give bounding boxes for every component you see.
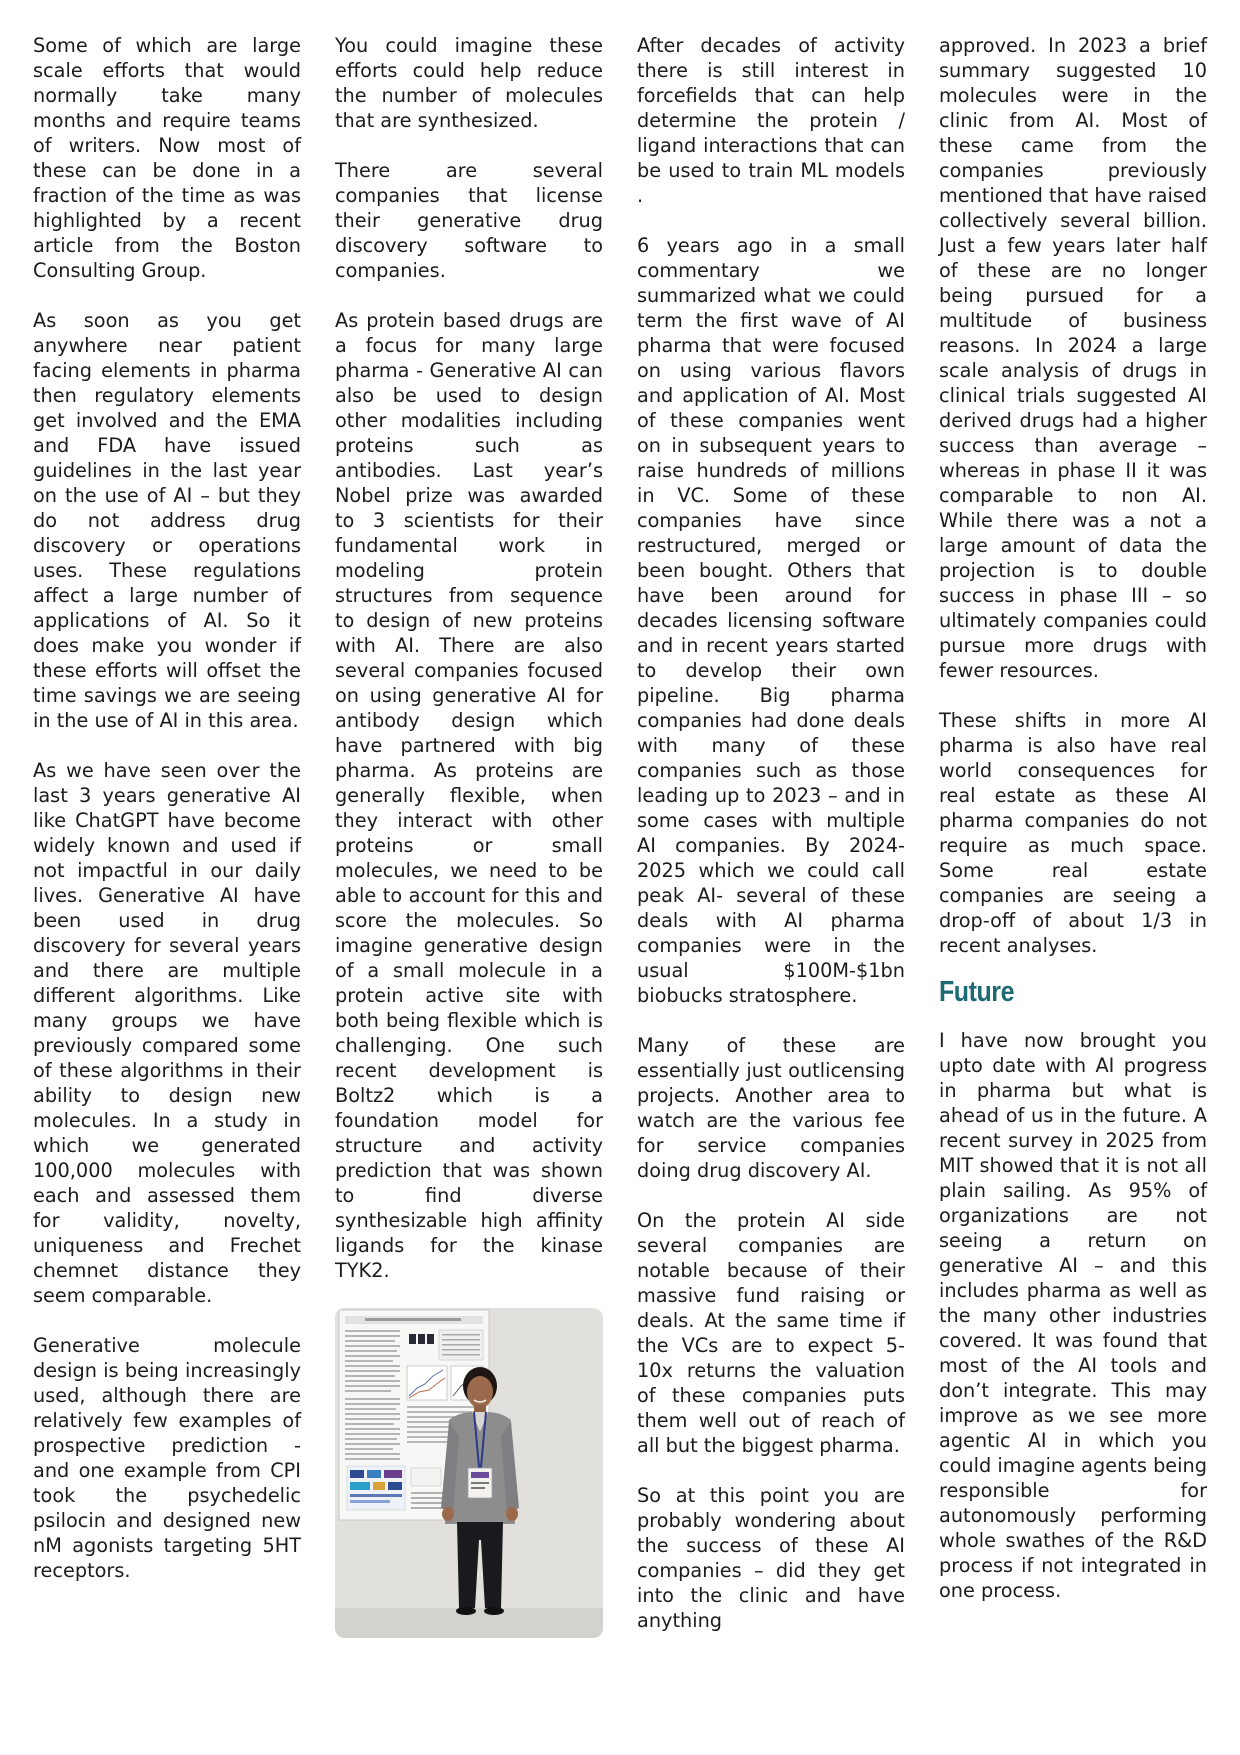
- paragraph: Some of which are large scale efforts that would normally take many months and require teams of writers. Now most of these can be done in a fraction of the time as was highlighted by a recent article from the Boston Consulting Group.: [33, 34, 301, 282]
- paragraph: There are several companies that license their generative drug discovery software to companies.: [335, 159, 603, 282]
- paragraph: I have now brought you upto date with AI progress in pharma but what is ahead of us in the future. A recent survey in 2025 from MIT showed that it is not all plain sailing. As 95% of organizations are not seeing a return on generative AI – and this includes pharma as well as the many other industries covered. It was found that most of the AI tools and don’t integrate. This may improve as we see more agentic AI in which you could imagine agents being responsible for autonomously performing whole swathes of the R&D process if not integrated in one process.: [939, 1029, 1207, 1602]
- paragraph: Many of these are essentially just outlicensing projects. Another area to watch are the various fee for service companies doing drug discovery AI.: [637, 1034, 905, 1182]
- paragraph: As protein based drugs are a focus for many large pharma - Generative AI can also be used to design other modalities including proteins such as antibodies. Last year’s Nobel prize was awarded to 3 scientists for their fundamental work in modeling protein structures from sequence to design of new proteins with AI. There are also several companies focused on using generative AI for antibody design which have partnered with big pharma. As proteins are generally flexible, when they interact with other proteins or small molecules, we need to be able to account for this and score the molecules. So imagine generative design of a small molecule in a protein active site with both being flexible which is challenging. One such recent development is Boltz2 which is a foundation model for structure and activity prediction that was shown to find diverse synthesizable high affinity ligands for the kinase TYK2.: [335, 309, 603, 1282]
- paragraph: 6 years ago in a small commentary we summarized what we could term the first wave of AI pharma that were focused on using various flavors and application of AI. Most of these companies went on in subsequent years to raise hundreds of millions in VC. Some of these companies have since restructured, merged or been bought. Others that have been around for decades licensing software and in recent years started to develop their own pipeline. Big pharma companies had done deals with many of these companies such as those leading up to 2023 – and in some cases with multiple AI companies. By 2024-2025 which we could call peak AI- several of these deals with AI pharma companies were in the usual $100M-$1bn biobucks stratosphere.: [637, 234, 905, 1007]
- paragraph: So at this point you are probably wondering about the success of these AI companies – did they get into the clinic and have anything: [637, 1484, 905, 1632]
- paragraph: As we have seen over the last 3 years generative AI like ChatGPT have become widely known and used if not impactful in our daily lives. Generative AI have been used in drug discovery for several years and there are multiple different algorithms. Like many groups we have previously compared some of these algorithms in their ability to design new molecules. In a study in which we generated 100,000 molecules with each and assessed them for validity, novelty, uniqueness and Frechet chemnet distance they seem comparable.: [33, 759, 301, 1307]
- section-heading-future: Future: [939, 976, 1015, 1008]
- paragraph: On the protein AI side several companies are notable because of their massive fund raising or deals. At the same time if the VCs are to expect 5-10x returns the valuation of these companies puts them well out of reach of all but the biggest pharma.: [637, 1209, 905, 1457]
- column-3: [637, 33, 905, 1658]
- paragraph: As soon as you get anywhere near patient facing elements in pharma then regulatory elements get involved and the EMA and FDA have issued guidelines in the last year on the use of AI – but they do not address drug discovery or operations uses. These regulations affect a large number of applications of AI. So it does make you wonder if these efforts will offset the time savings we are seeing in the use of AI in this area.: [33, 309, 301, 732]
- column-4: [939, 33, 1207, 1628]
- paragraph: These shifts in more AI pharma is also have real world consequences for real estate as these AI pharma companies do not require as much space. Some real estate companies are seeing a drop-off of about 1/3 in recent analyses.: [939, 709, 1207, 957]
- paragraph: You could imagine these efforts could help reduce the number of molecules that are synthesized.: [335, 34, 603, 132]
- paragraph: Generative molecule design is being increasingly used, although there are relatively few examples of prospective prediction - and one example from CPI took the psychedelic psilocin and designed new nM agonists targeting 5HT receptors.: [33, 1334, 301, 1582]
- column-2: [335, 33, 603, 1638]
- paragraph: After decades of activity there is still interest in forcefields that can help determine the protein / ligand interactions that can be used to train ML models .: [637, 34, 905, 207]
- paragraph: approved. In 2023 a brief summary suggested 10 molecules were in the clinic from AI. Most of these came from the companies previously mentioned that have raised collectively several billion. Just a few years later half of these are no longer being pursued for a multitude of business reasons. In 2024 a large scale analysis of drugs in clinical trials suggested AI derived drugs had a higher success than average – whereas in phase II it was comparable to non AI. While there was a not a large amount of data the projection is to double success in phase III – so ultimately companies could pursue more drugs with fewer resources.: [939, 34, 1207, 682]
- column-1: [33, 33, 301, 1608]
- conference-poster-photo: [335, 1308, 603, 1638]
